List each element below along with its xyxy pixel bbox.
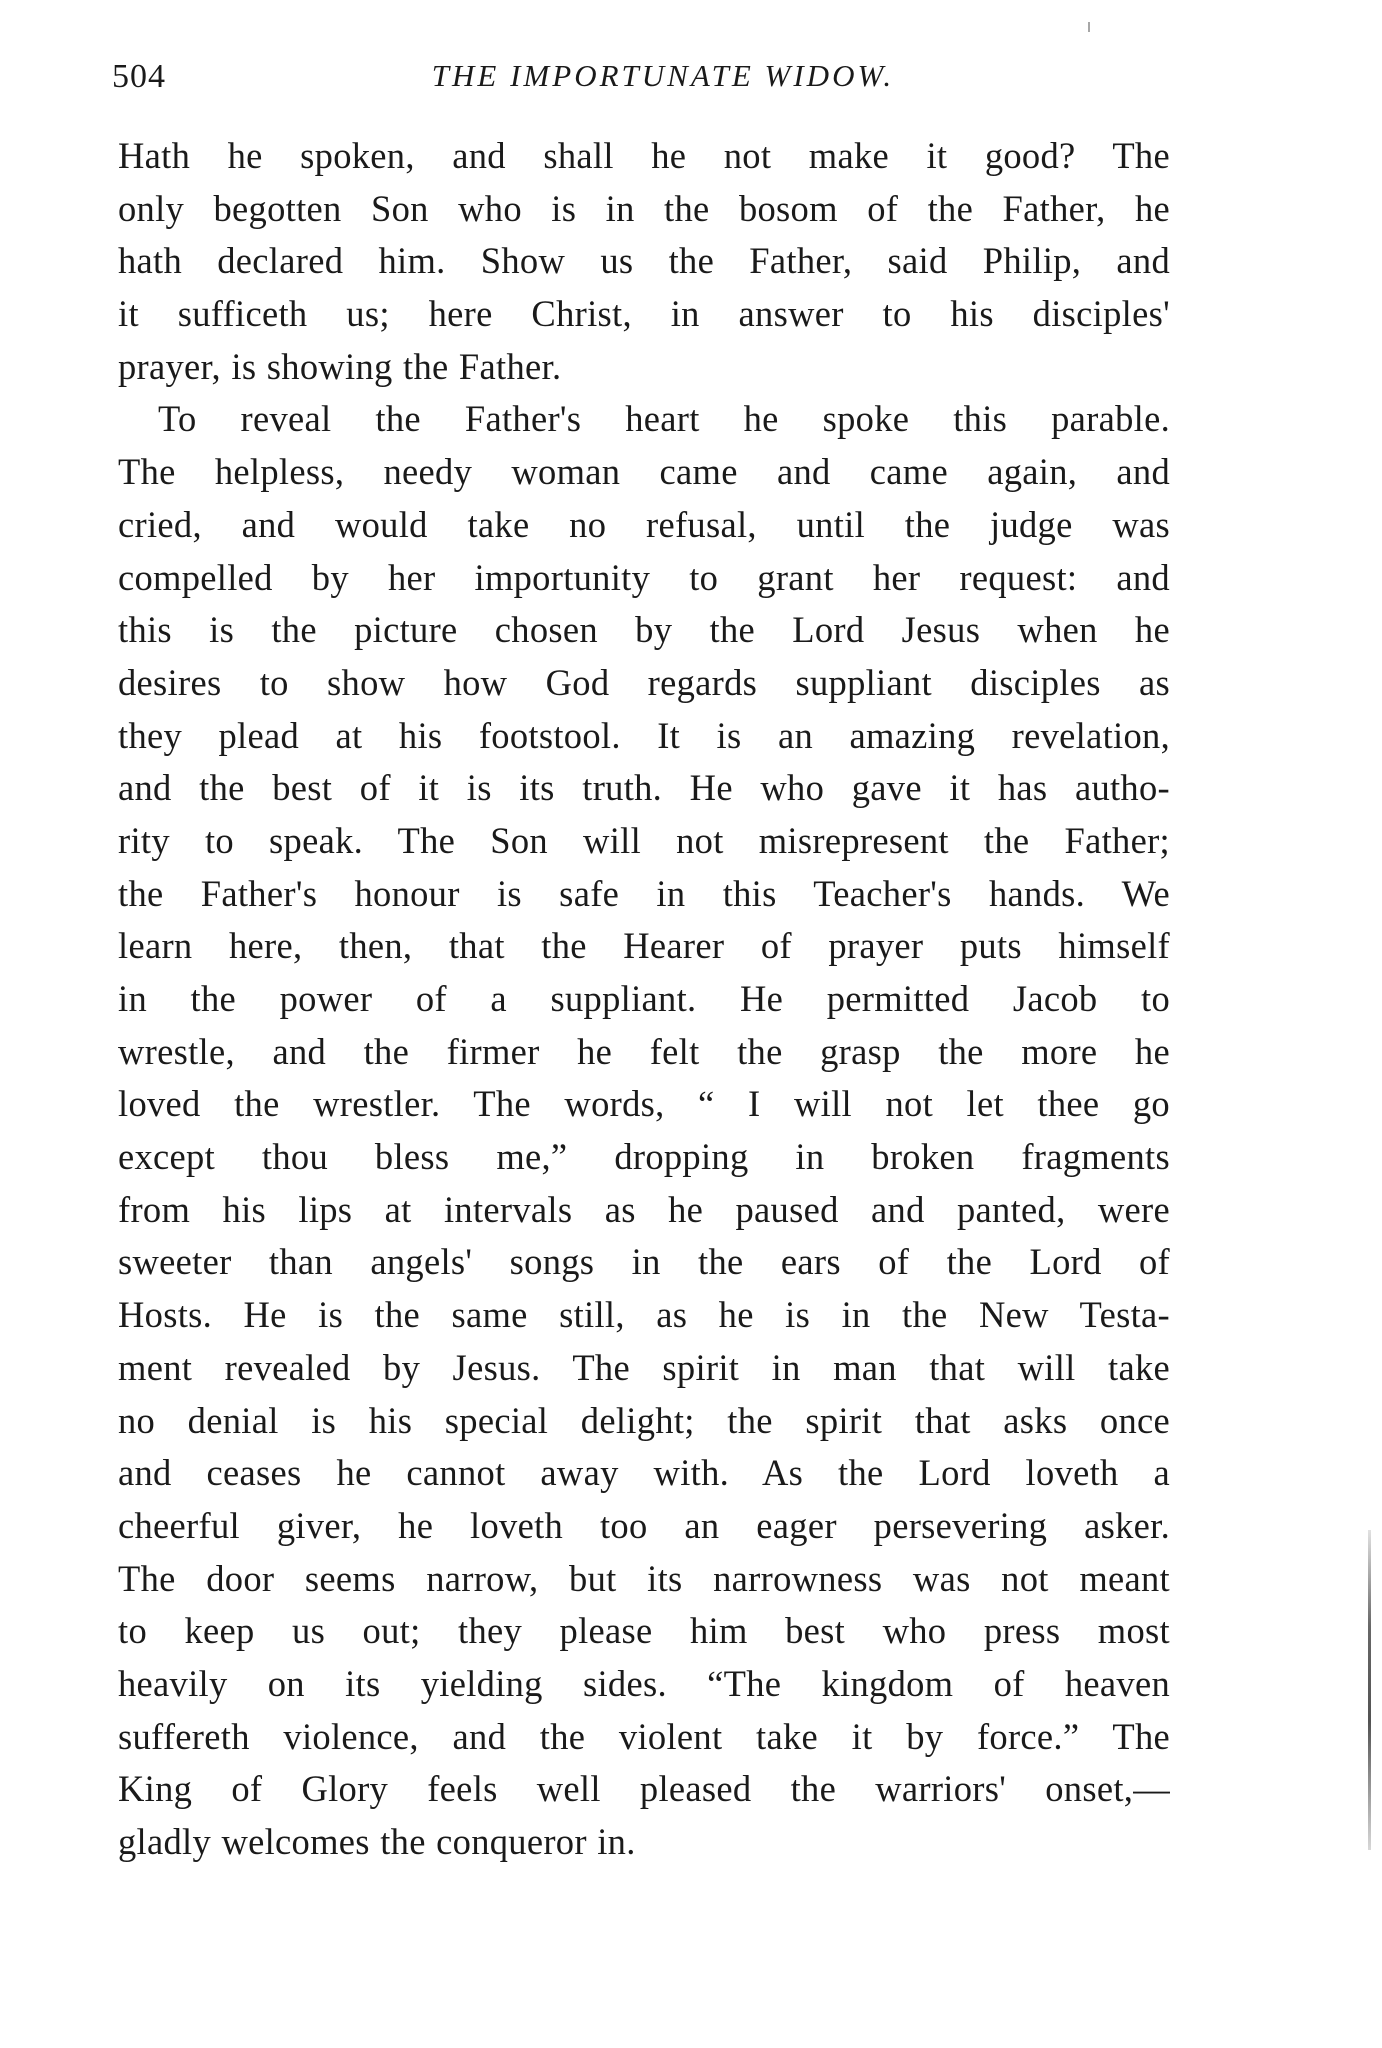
text-line: Hath he spoken, and shall he not make it good? The bbox=[118, 135, 1170, 176]
text-line: ment revealed by Jesus. The spirit in man that will take bbox=[118, 1346, 1170, 1388]
text-line: and ceases he cannot away with. As the Lord loveth a bbox=[118, 1452, 1170, 1494]
scan-mark bbox=[1088, 22, 1090, 32]
text-line: loved the wrestler. The words, “ I will not let thee go bbox=[118, 1083, 1170, 1125]
text-line: the Father's honour is safe in this Teacher's hands. We bbox=[118, 872, 1170, 914]
text-line: sweeter than angels' songs in the ears of the Lord of bbox=[118, 1241, 1170, 1283]
text-line: from his lips at intervals as he paused and panted, were bbox=[118, 1188, 1170, 1230]
text-line: gladly welcomes the conqueror in. bbox=[118, 1821, 636, 1862]
text-line: no denial is his special delight; the spirit that asks once bbox=[118, 1399, 1170, 1441]
text-line: this is the picture chosen by the Lord Jesus when he bbox=[118, 609, 1170, 651]
text-line: The helpless, needy woman came and came again, and bbox=[118, 451, 1170, 493]
text-line: To reveal the Father's heart he spoke this parable. bbox=[158, 398, 1170, 440]
text-line: except thou bless me,” dropping in broken fragments bbox=[118, 1136, 1170, 1178]
running-title: THE IMPORTUNATE WIDOW. bbox=[431, 58, 895, 93]
text-line: hath declared him. Show us the Father, said Philip, and bbox=[118, 240, 1170, 282]
text-line: prayer, is showing the Father. bbox=[118, 345, 562, 387]
text-line: desires to show how God regards suppliant disciples as bbox=[118, 661, 1170, 703]
text-line: in the power of a suppliant. He permitted Jacob to bbox=[118, 978, 1170, 1019]
text-line: rity to speak. The Son will not misrepresent the Father; bbox=[118, 819, 1170, 861]
text-line: Hosts. He is the same still, as he is in the New Testa- bbox=[118, 1294, 1170, 1336]
text-line: compelled by her importunity to grant her request: and bbox=[118, 556, 1170, 598]
text-line: The door seems narrow, but its narrowness was not meant bbox=[118, 1557, 1170, 1599]
text-line: suffereth violence, and the violent take it by force.” The bbox=[118, 1715, 1170, 1757]
text-line: cheerful giver, he loveth too an eager persevering asker. bbox=[118, 1504, 1170, 1546]
running-head bbox=[112, 58, 1174, 106]
text-line: and the best of it is its truth. He who gave it has autho- bbox=[118, 767, 1170, 809]
scan-edge-mark bbox=[1368, 1530, 1371, 1850]
page-number: 504 bbox=[112, 58, 166, 95]
text-line: King of Glory feels well pleased the warriors' onset,— bbox=[118, 1768, 1170, 1810]
text-line: to keep us out; they please him best who press most bbox=[118, 1610, 1170, 1652]
text-line: cried, and would take no refusal, until the judge was bbox=[118, 503, 1170, 545]
text-line: it sufficeth us; here Christ, in answer to his disciples' bbox=[118, 293, 1170, 335]
text-line: wrestle, and the firmer he felt the grasp the more he bbox=[118, 1030, 1170, 1072]
text-line: only begotten Son who is in the bosom of the Father, he bbox=[118, 187, 1170, 229]
body-text bbox=[118, 130, 1170, 1869]
text-line: learn here, then, that the Hearer of prayer puts himself bbox=[118, 925, 1170, 967]
text-line: heavily on its yielding sides. “The kingdom of heaven bbox=[118, 1662, 1170, 1704]
text-line: they plead at his footstool. It is an amazing revelation, bbox=[118, 714, 1170, 756]
